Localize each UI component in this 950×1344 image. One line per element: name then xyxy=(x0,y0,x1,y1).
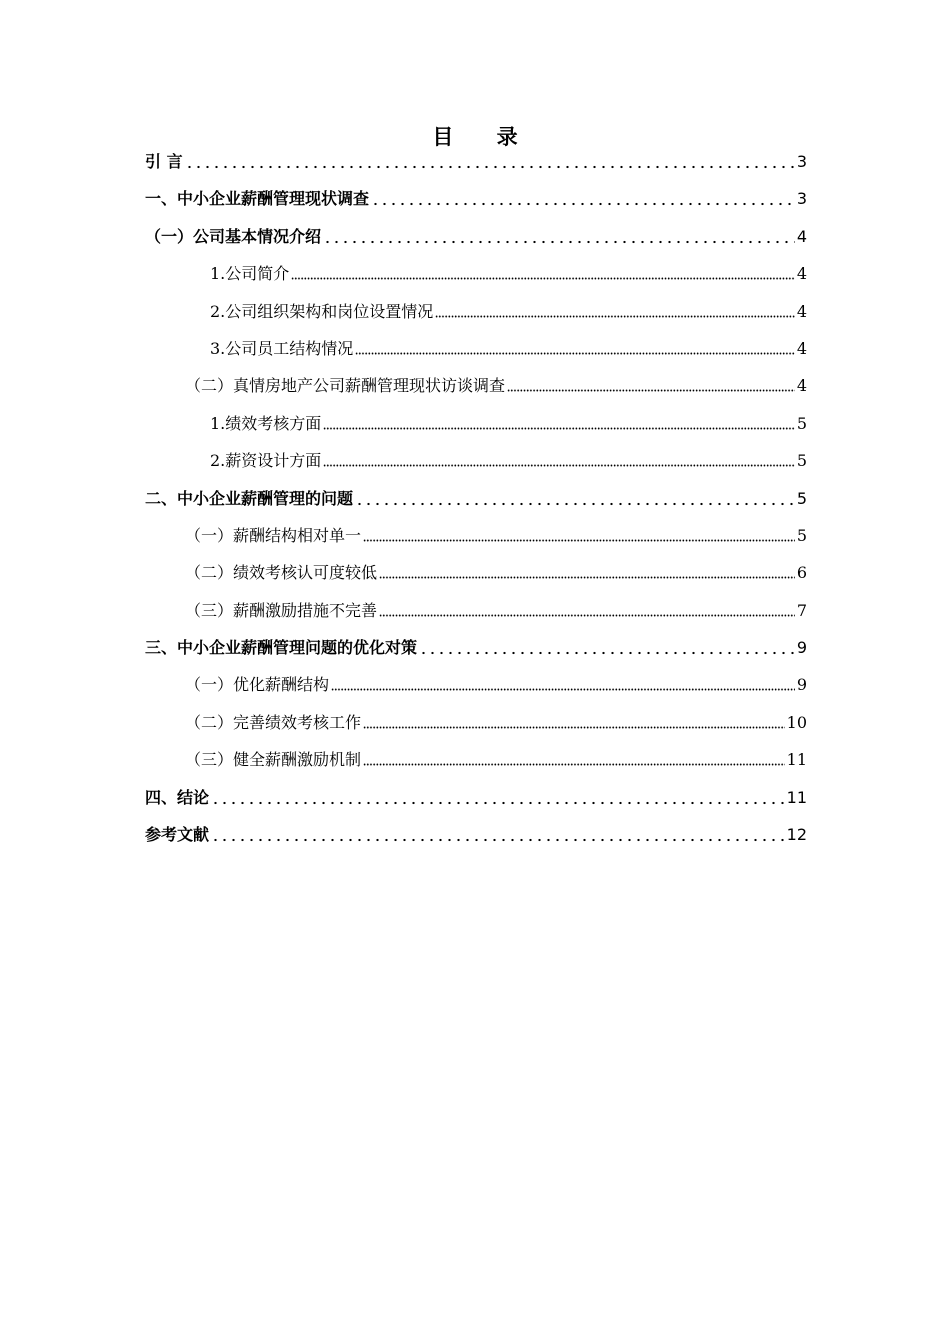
toc-entry-page: 5 xyxy=(796,413,807,433)
dot-leader xyxy=(323,226,795,244)
toc-entry-page: 3 xyxy=(796,189,807,209)
dot-leader xyxy=(211,824,785,842)
toc-entry-page: 5 xyxy=(796,525,807,545)
dot-leader xyxy=(355,338,795,356)
toc-entry-label: 2.公司组织架构和岗位设置情况 xyxy=(210,301,434,321)
toc-entry-label: 1.绩效考核方面 xyxy=(210,413,322,433)
toc-entry-page: 5 xyxy=(796,488,807,508)
dot-leader xyxy=(211,787,785,805)
dot-leader xyxy=(379,562,795,580)
toc-entry-label: 引 言 xyxy=(145,152,183,171)
toc-entry-page: 9 xyxy=(796,638,807,658)
toc-entry[interactable] xyxy=(145,558,807,595)
toc-entry-page: 9 xyxy=(796,675,807,695)
toc-entry-label: （一）公司基本情况介绍 xyxy=(145,226,322,246)
toc-entry-page: 4 xyxy=(796,376,807,396)
toc-entry[interactable] xyxy=(145,259,807,296)
toc-entry-label: （二）绩效考核认可度较低 xyxy=(185,563,378,583)
toc-entry[interactable] xyxy=(145,334,807,371)
dot-leader xyxy=(323,413,795,431)
toc-entry-label: 一、中小企业薪酬管理现状调查 xyxy=(145,189,370,209)
dot-leader xyxy=(185,151,795,169)
dot-leader xyxy=(371,188,795,206)
toc-entry-label: （一）薪酬结构相对单一 xyxy=(185,525,362,545)
dot-leader xyxy=(507,375,795,393)
dot-leader xyxy=(355,488,795,506)
dot-leader xyxy=(291,263,795,281)
toc-entry[interactable] xyxy=(145,820,807,857)
toc-entry[interactable] xyxy=(145,371,807,408)
toc-entry[interactable] xyxy=(145,147,807,184)
toc-entry-page: 6 xyxy=(796,563,807,583)
toc-entry-label: 四、结论 xyxy=(145,787,210,807)
toc-entry[interactable] xyxy=(145,596,807,633)
toc-entry-page: 12 xyxy=(786,825,807,845)
toc-entry-page: 4 xyxy=(796,226,807,246)
toc-entry[interactable] xyxy=(145,184,807,221)
toc-entry-label: （三）健全薪酬激励机制 xyxy=(185,750,362,770)
toc-title: 目 录 xyxy=(432,125,536,149)
toc-entry[interactable] xyxy=(145,670,807,707)
toc-entry[interactable] xyxy=(145,484,807,521)
toc-entry-page: 11 xyxy=(786,787,807,807)
toc-entry-label: （二）完善绩效考核工作 xyxy=(185,712,362,732)
toc-entry-page: 10 xyxy=(786,712,807,732)
toc-entry-label: 参考文献 xyxy=(145,825,210,845)
dot-leader xyxy=(363,712,785,730)
dot-leader xyxy=(363,749,785,767)
toc-entry[interactable] xyxy=(145,409,807,446)
toc-entry-label: （三）薪酬激励措施不完善 xyxy=(185,600,378,620)
toc-entry-page: 3 xyxy=(796,152,807,171)
toc-entry-label: （一）优化薪酬结构 xyxy=(185,675,330,695)
toc-entry-page: 11 xyxy=(786,750,807,770)
toc-list xyxy=(145,147,807,857)
toc-entry-label: 1.公司简介 xyxy=(210,264,290,284)
toc-entry[interactable] xyxy=(145,297,807,334)
toc-entry-page: 4 xyxy=(796,264,807,284)
toc-entry[interactable] xyxy=(145,521,807,558)
toc-entry-label: 3.公司员工结构情况 xyxy=(210,338,354,358)
dot-leader xyxy=(435,301,795,319)
dot-leader xyxy=(331,674,795,692)
toc-entry[interactable] xyxy=(145,222,807,259)
toc-entry[interactable] xyxy=(145,745,807,782)
dot-leader xyxy=(323,450,795,468)
toc-entry[interactable] xyxy=(145,708,807,745)
toc-entry-page: 7 xyxy=(796,600,807,620)
toc-entry[interactable] xyxy=(145,783,807,820)
toc-entry-page: 4 xyxy=(796,301,807,321)
toc-entry-label: 2.薪资设计方面 xyxy=(210,451,322,471)
dot-leader xyxy=(379,600,795,618)
toc-entry[interactable] xyxy=(145,633,807,670)
toc-entry-label: 二、中小企业薪酬管理的问题 xyxy=(145,488,354,508)
toc-entry-label: （二）真情房地产公司薪酬管理现状访谈调查 xyxy=(185,376,506,396)
dot-leader xyxy=(419,637,795,655)
toc-entry[interactable] xyxy=(145,446,807,483)
toc-entry-page: 5 xyxy=(796,451,807,471)
dot-leader xyxy=(363,525,795,543)
toc-entry-label: 三、中小企业薪酬管理问题的优化对策 xyxy=(145,638,418,658)
toc-entry-page: 4 xyxy=(796,338,807,358)
